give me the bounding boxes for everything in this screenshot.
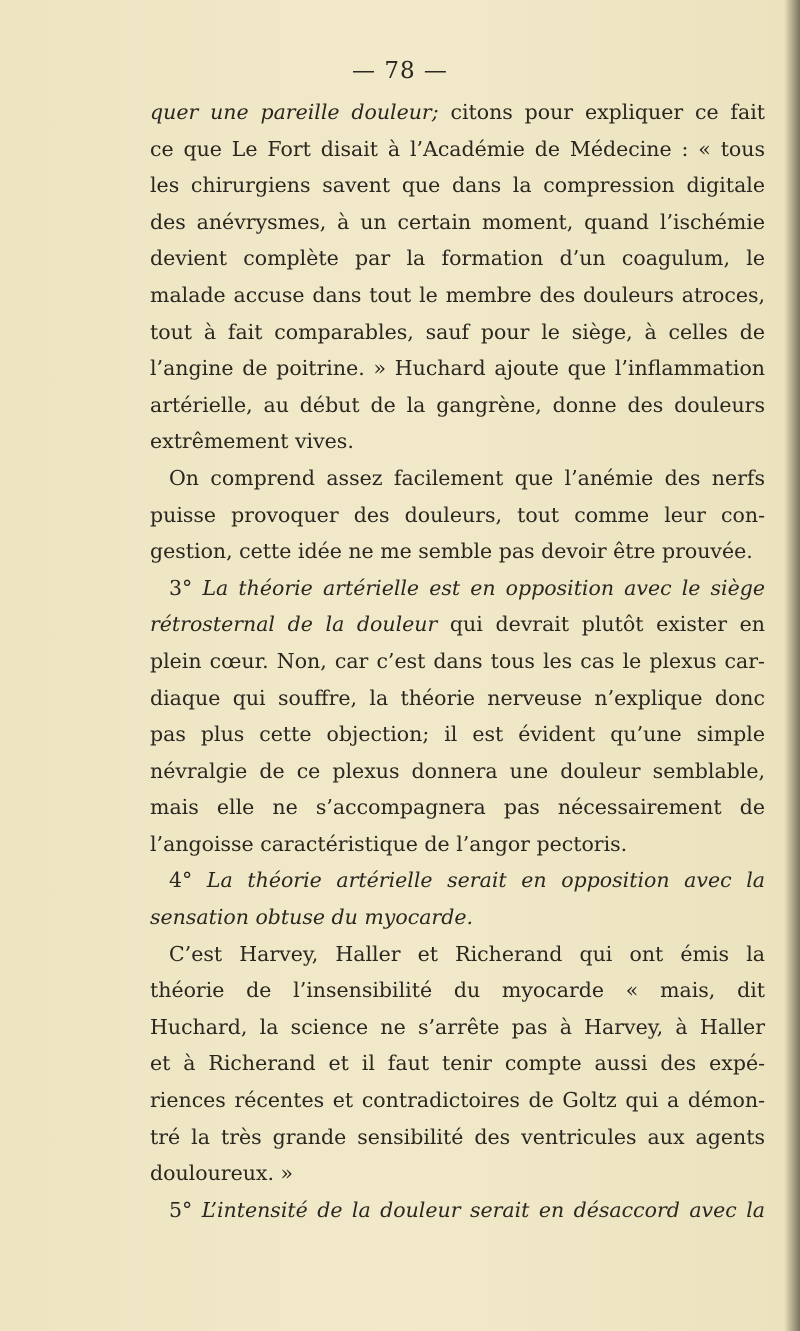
text-line: extrêmement vives. (150, 429, 354, 454)
body-text (150, 94, 765, 1228)
text-line: malade accuse dans tout le membre des douleurs atroces, (150, 282, 765, 307)
text-line: et à Richerand et il faut tenir compte aussi des expé- (150, 1051, 765, 1076)
text-line: théorie de l’insensibilité du myocarde « mais, dit (150, 978, 765, 1003)
text-line: puisse provoquer des douleurs, tout comme leur con- (150, 502, 765, 527)
text-line: l’angine de poitrine. » Huchard ajoute que l’inflammation (150, 356, 765, 381)
text-line: 3° La théorie artérielle est en opposition avec le siège (169, 575, 765, 600)
text-line: 5° L’intensité de la douleur serait en désaccord avec la (169, 1197, 765, 1222)
text-line: tré la très grande sensibilité des ventricules aux agents (150, 1124, 765, 1149)
text-line: gestion, cette idée ne me semble pas devoir être prouvée. (150, 539, 753, 564)
text-line: artérielle, au début de la gangrène, donne des douleurs (150, 392, 765, 417)
text-line: plein cœur. Non, car c’est dans tous les cas le plexus car- (150, 648, 765, 673)
text-line: diaque qui souffre, la théorie nerveuse n’explique donc (150, 685, 765, 710)
text-line: 4° La théorie artérielle serait en opposition avec la (169, 868, 765, 893)
text-line: mais elle ne s’accompagnera pas nécessairement de (150, 795, 765, 820)
text-line: ce que Le Fort disait à l’Académie de Médecine : « tous (150, 136, 765, 161)
text-line: les chirurgiens savent que dans la compression digitale (150, 173, 765, 198)
text-line: pas plus cette objection; il est évident qu’une simple (150, 722, 765, 747)
text-line: tout à fait comparables, sauf pour le siège, à celles de (150, 319, 765, 344)
text-line: devient complète par la formation d’un coagulum, le (150, 246, 765, 271)
text-line: Huchard, la science ne s’arrête pas à Harvey, à Haller (150, 1014, 765, 1039)
text-line: sensation obtuse du myocarde. (150, 905, 474, 930)
text-line: névralgie de ce plexus donnera une douleur semblable, (150, 758, 765, 783)
text-line: l’angoisse caractéristique de l’angor pectoris. (150, 831, 628, 856)
text-line: On comprend assez facilement que l’anémie des nerfs (169, 465, 765, 490)
text-line: douloureux. » (150, 1161, 294, 1186)
page-number: — 78 — (352, 58, 448, 84)
text-line: riences récentes et contradictoires de Goltz qui a démon- (150, 1088, 765, 1113)
text-line: quer une pareille douleur; citons pour expliquer ce fait (150, 100, 766, 124)
page-edge-shadow (784, 0, 800, 1331)
text-line: des anévrysmes, à un certain moment, quand l’ischémie (150, 209, 765, 234)
text-line: C’est Harvey, Haller et Richerand qui ont émis la (169, 941, 765, 966)
text-line: rétrosternal de la douleur qui devrait plutôt exister en (150, 612, 765, 637)
